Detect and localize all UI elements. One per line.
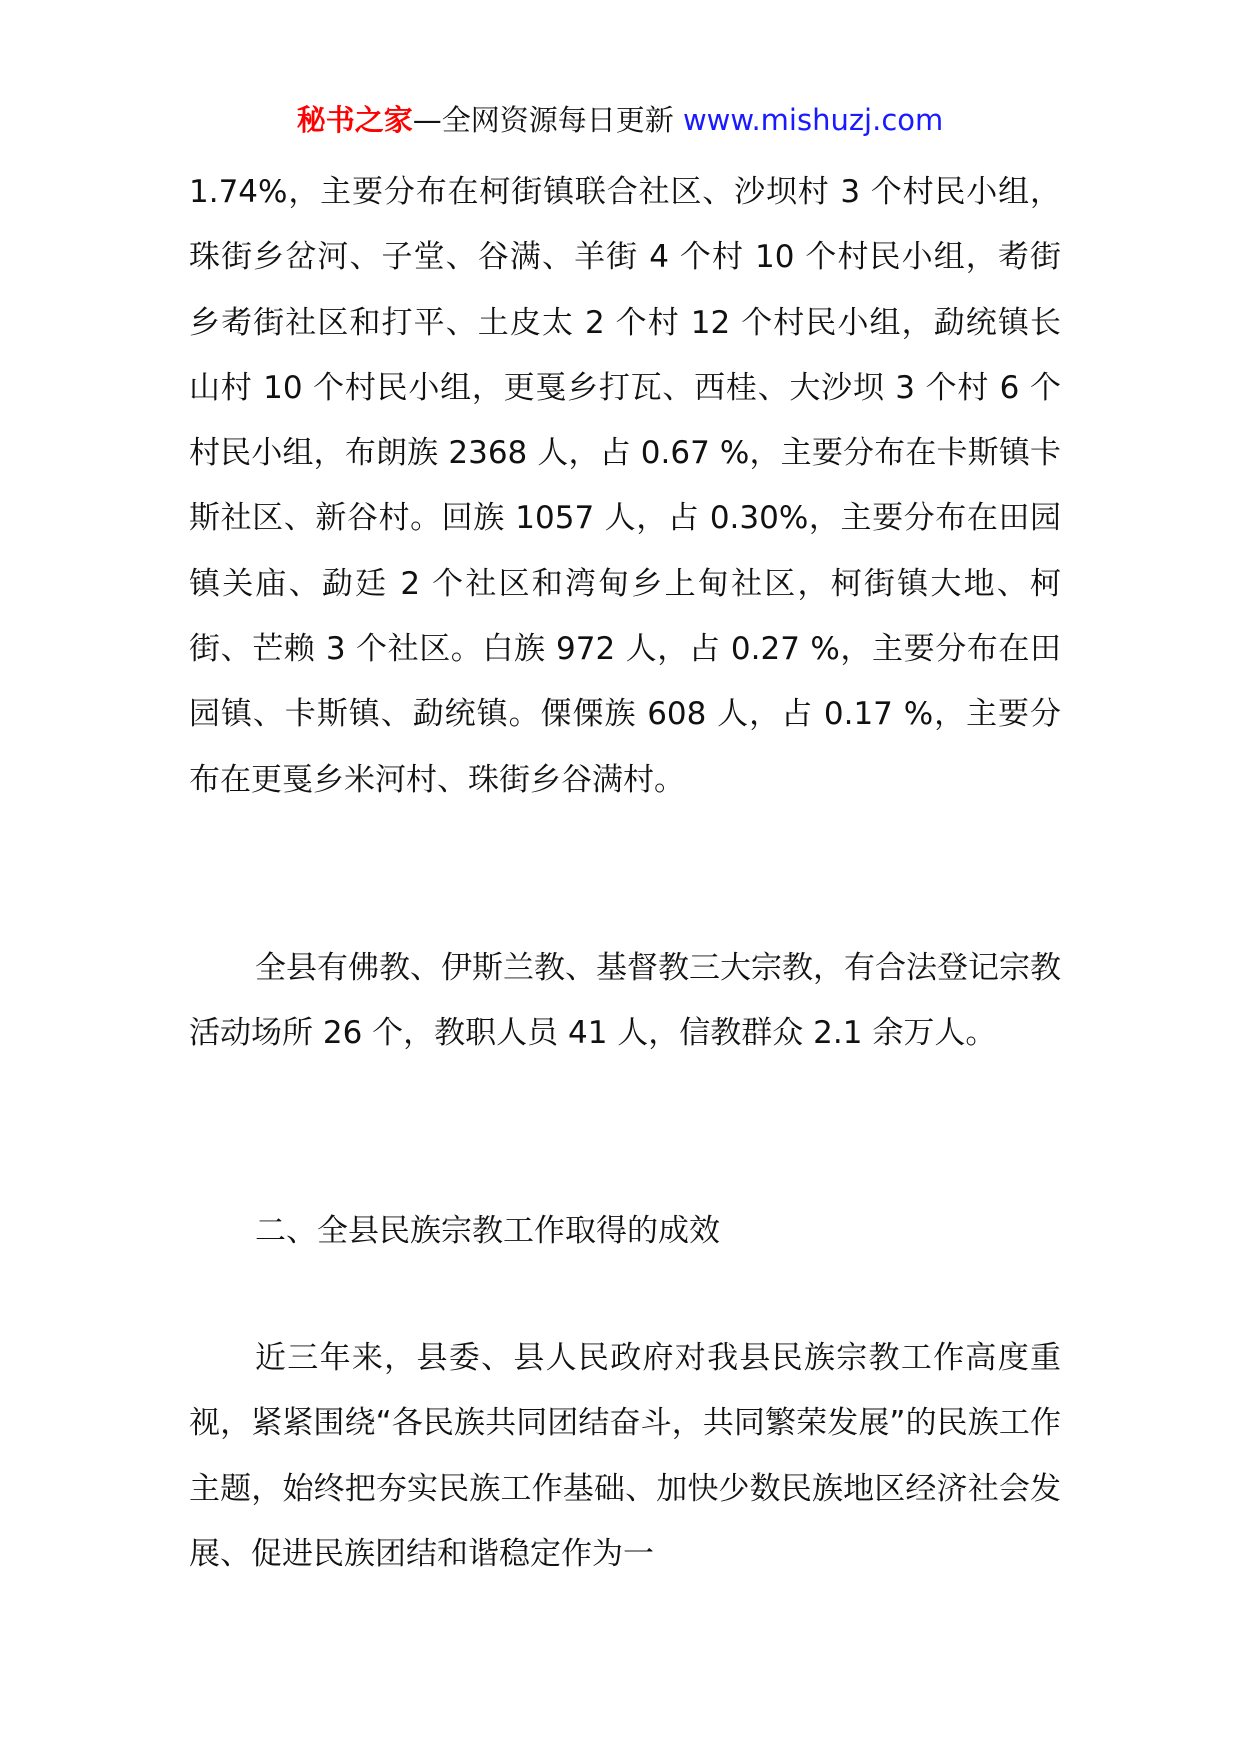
body-paragraph-achievements: 近三年来，县委、县人民政府对我县民族宗教工作高度重视，紧紧围绕“各民族共同团结奋斗，共同繁荣发展”的民族工作主题，始终把夯实民族工作基础、加快少数民族地区经济社会发展、促进民族团结和谐稳定作为一 bbox=[189, 1340, 1061, 1572]
section-heading: 二、全县民族宗教工作取得的成效 bbox=[255, 1213, 720, 1249]
site-brand: 秘书之家 bbox=[296, 103, 413, 137]
site-slogan: —全网资源每日更新 bbox=[412, 103, 674, 137]
site-header bbox=[0, 100, 1240, 140]
site-url-link[interactable]: www.mishuzj.com bbox=[682, 103, 944, 137]
body-paragraph-religion: 全县有佛教、伊斯兰教、基督教三大宗教，有合法登记宗教活动场所 26 个，教职人员 41 人，信教群众 2.1 余万人。 bbox=[189, 950, 1061, 1052]
body-paragraph-population: 1.74%，主要分布在柯街镇联合社区、沙坝村 3 个村民小组，珠街乡岔河、子堂、谷满、羊街 4 个村 10 个村民小组，耇街乡耇街社区和打平、土皮太 2 个村 12 个村民小组，勐统镇长山村 10 个村民小组，更戛乡打瓦、西桂、大沙坝 3 个村 6 个村民小组，布朗族 2368 人，占 0.67 %，主要分布在卡斯镇卡斯社区、新谷村。回族 1057 人，占 0.30%，主要分布在田园镇关庙、勐廷 2 个社区和湾甸乡上甸社区，柯街镇大地、柯街、芒赖 3 个社区。白族 972 人，占 0.27 %，主要分布在田园镇、卡斯镇、勐统镇。傈傈族 608 人，占 0.17 %，主要分布在更戛乡米河村、珠街乡谷满村。 bbox=[189, 174, 1061, 798]
